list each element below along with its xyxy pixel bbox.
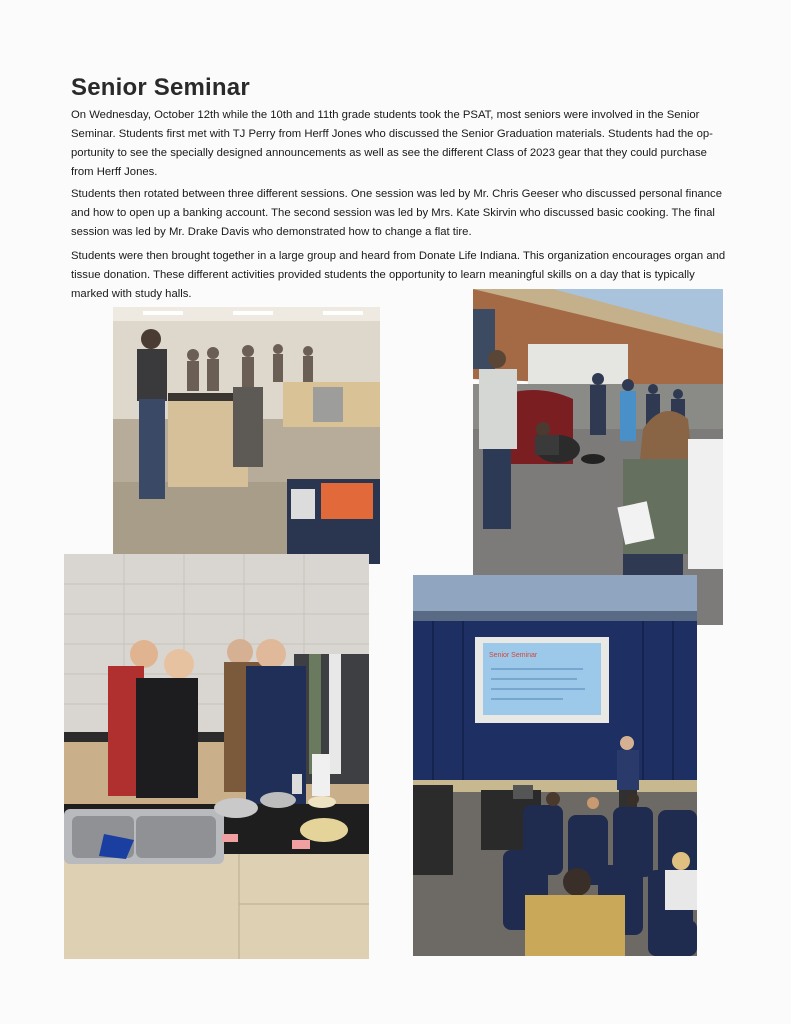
- paragraph-intro: On Wednesday, October 12th while the 10th and 11th grade students took the PSAT, most seniors were involved in the Senior Seminar. Students first met with TJ Perry from Herff Jones who discussed the Senior Graduation materials. Students had the op-portunity to see the specially designed announcements as well as see the different Class of 2023 gear that they could purchase from Herff Jones.: [71, 109, 713, 178]
- photo-auditorium-presentation: [413, 575, 697, 956]
- paragraph-donate-life: Students were then brought together in a large group and heard from Donate Life Indiana. This organization encourages organ and tissue donation. These different activities provided students the opportunity to learn meaningful skills on a day that is typically marked with study halls.: [71, 250, 726, 300]
- page-title: Senior Seminar: [71, 74, 250, 101]
- photo-kitchen-students: [64, 554, 369, 959]
- paragraph-sessions: Students then rotated between three different sessions. One session was led by Mr. Chris Geeser who discussed personal finance and how to open up a banking account. The second session was led by Mrs. Kate Skirvin who discussed basic cooking. The final session was led by Mr. Drake Davis who demonstrated how to change a flat tire.: [71, 188, 722, 238]
- slide-heading: Senior Seminar: [489, 652, 538, 659]
- photo-cooking-classroom: [113, 307, 380, 564]
